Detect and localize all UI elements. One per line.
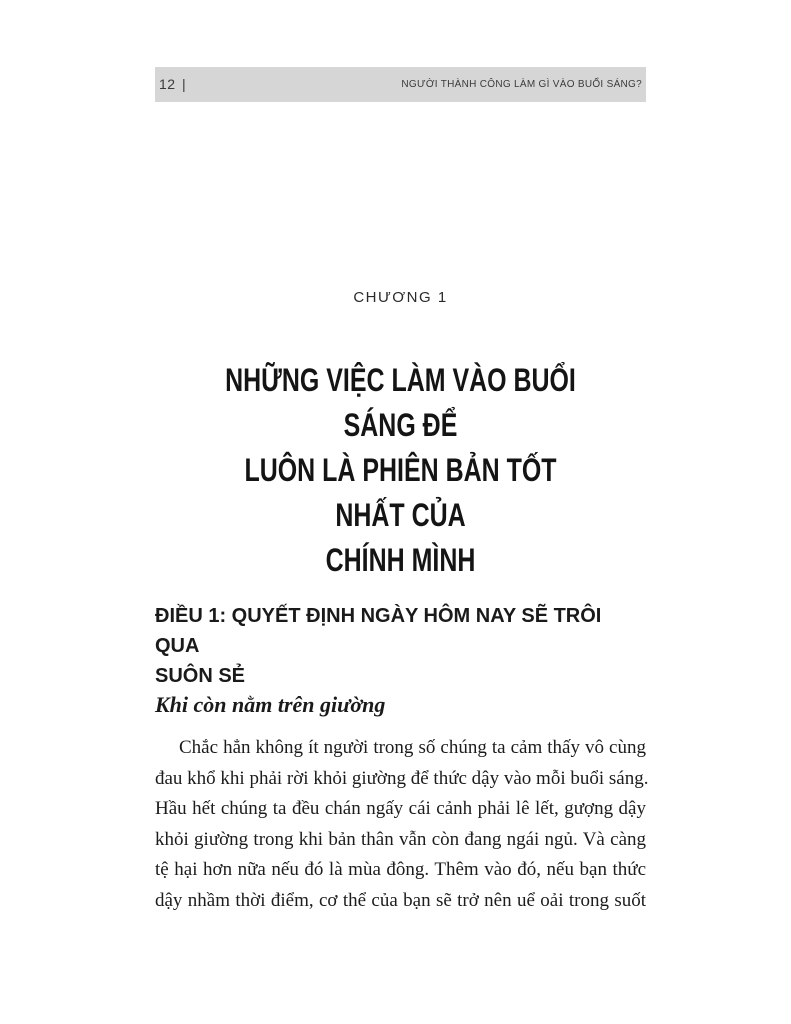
section-heading [155,601,646,691]
page-number: 12 [159,76,176,92]
section-heading-line: ĐIỀU 1: QUYẾT ĐỊNH NGÀY HÔM NAY SẼ TRÔI QUA [155,605,602,657]
body-line: khỏi giường trong khi bản thân vẫn còn đang ngái ngủ. Và càng [155,828,646,850]
body-paragraph [155,733,649,917]
body-line: đau khổ khi phải rời khỏi giường để thức dậy vào mỗi buổi sáng. [155,767,649,789]
chapter-label: CHƯƠNG 1 [353,289,448,306]
running-title: NGƯỜI THÀNH CÔNG LÀM GÌ VÀO BUỔI SÁNG? [401,79,642,90]
header-separator: | [182,76,186,92]
body-line: tệ hại hơn nữa nếu đó là mùa đông. Thêm vào đó, nếu bạn thức [155,859,646,881]
chapter-title-line: CHÍNH MÌNH [325,542,476,578]
body-line: dậy nhầm thời điểm, cơ thể của bạn sẽ trở nên uể oải trong suốt [155,889,646,911]
chapter-title-line: LUÔN LÀ PHIÊN BẢN TỐT NHẤT CỦA [244,452,557,533]
section-heading-line: SUÔN SẺ [155,665,246,687]
running-header [155,67,646,102]
subheading: Khi còn nằm trên giường [155,692,386,717]
chapter-title-line: NHỮNG VIỆC LÀM VÀO BUỔI SÁNG ĐỂ [225,362,576,443]
body-line: Hầu hết chúng ta đều chán ngấy cái cảnh phải lê lết, gượng dậy [155,798,646,820]
chapter-title [209,358,592,583]
body-line: Chắc hẳn không ít người trong số chúng ta cảm thấy vô cùng [179,737,646,758]
